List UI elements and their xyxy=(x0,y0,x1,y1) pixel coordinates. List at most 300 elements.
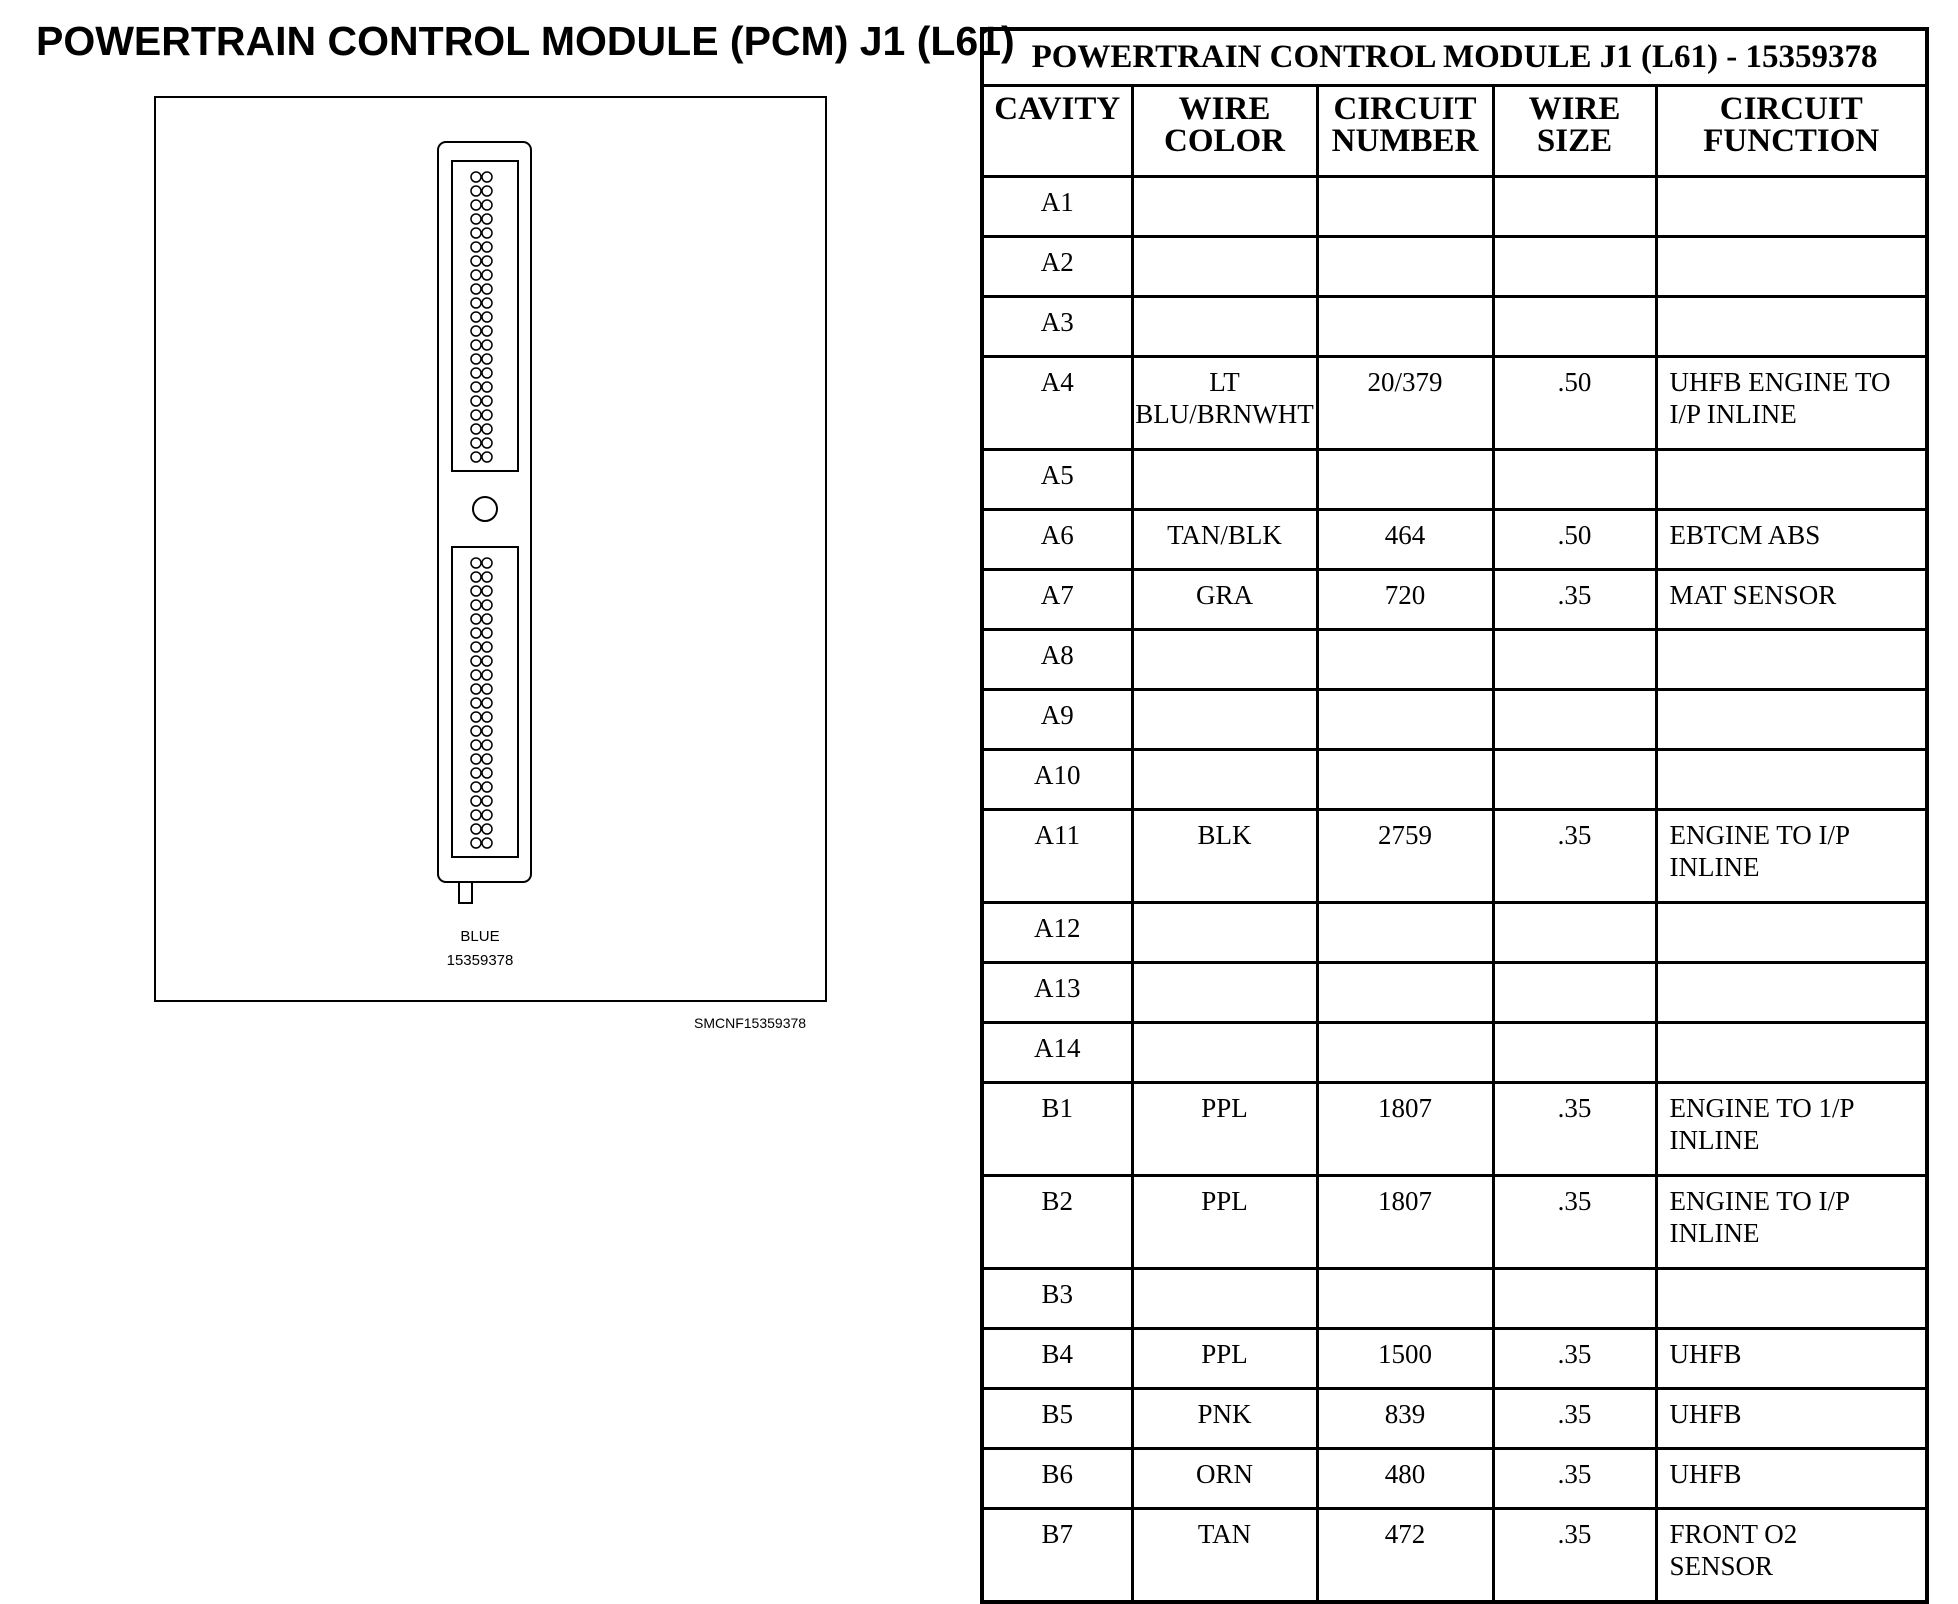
wire-color-cell-text: PNK xyxy=(1197,1399,1252,1429)
cavity-cell xyxy=(982,630,1132,690)
circuit-number-cell xyxy=(1317,177,1493,237)
cavity-cell-text: A6 xyxy=(1040,520,1074,550)
connector-pin xyxy=(482,340,492,350)
cavity-cell xyxy=(982,1083,1132,1176)
wire-size-cell xyxy=(1493,357,1656,450)
connector-pin xyxy=(471,796,481,806)
header-circuit-number-line1: CIRCUIT xyxy=(1333,91,1477,127)
connector-pin xyxy=(482,452,492,462)
wire-color-cell xyxy=(1132,450,1317,510)
wire-color-cell xyxy=(1132,510,1317,570)
wire-color-cell-text: GRA xyxy=(1195,580,1253,610)
circuit-number-cell xyxy=(1317,1176,1493,1269)
circuit-number-cell xyxy=(1317,237,1493,297)
cavity-cell-text: B5 xyxy=(1041,1399,1073,1429)
circuit-number-cell xyxy=(1317,630,1493,690)
wire-color-cell xyxy=(1132,357,1317,450)
cavity-cell xyxy=(982,1389,1132,1449)
connector-pin xyxy=(482,684,492,694)
table-row xyxy=(982,510,1927,570)
circuit-number-cell xyxy=(1317,810,1493,903)
wire-color-cell xyxy=(1132,237,1317,297)
wire-size-cell xyxy=(1493,450,1656,510)
cavity-cell-text: A2 xyxy=(1040,247,1074,277)
circuit-function-cell-text: EBTCM ABS xyxy=(1669,520,1821,550)
circuit-number-cell xyxy=(1317,690,1493,750)
circuit-function-cell-text: ENGINE TO I/P xyxy=(1669,1186,1850,1216)
connector-pin xyxy=(471,782,481,792)
connector-pin xyxy=(482,242,492,252)
circuit-number-cell xyxy=(1317,963,1493,1023)
cavity-cell xyxy=(982,903,1132,963)
connector-pin xyxy=(471,214,481,224)
connector-pin xyxy=(482,256,492,266)
wire-color-cell xyxy=(1132,570,1317,630)
circuit-number-cell xyxy=(1317,297,1493,357)
connector-pin xyxy=(482,298,492,308)
connector-pin xyxy=(482,572,492,582)
wire-size-cell-text: .35 xyxy=(1557,1339,1592,1369)
connector-diagram xyxy=(156,98,825,1000)
circuit-function-cell-text: FRONT O2 xyxy=(1669,1519,1798,1549)
circuit-function-cell-text: UHFB ENGINE TO xyxy=(1669,367,1891,397)
circuit-function-cell-text: INLINE xyxy=(1669,1218,1760,1248)
cavity-cell xyxy=(982,177,1132,237)
circuit-number-cell-text: 720 xyxy=(1384,580,1426,610)
connector-pin xyxy=(471,270,481,280)
cavity-cell xyxy=(982,510,1132,570)
header-circuit-number-line2: NUMBER xyxy=(1331,123,1479,159)
wire-color-cell xyxy=(1132,177,1317,237)
wire-color-cell xyxy=(1132,750,1317,810)
connector-pin xyxy=(471,340,481,350)
cavity-cell-text: A13 xyxy=(1034,973,1081,1003)
cavity-cell xyxy=(982,1023,1132,1083)
wire-size-cell-text: .50 xyxy=(1557,520,1592,550)
connector-pin xyxy=(482,214,492,224)
connector-pin xyxy=(471,600,481,610)
circuit-number-cell xyxy=(1317,750,1493,810)
upper-pin-array xyxy=(471,172,492,462)
wire-size-cell xyxy=(1493,510,1656,570)
connector-pin xyxy=(482,312,492,322)
connector-pin xyxy=(471,684,481,694)
circuit-function-cell xyxy=(1656,450,1927,510)
circuit-function-cell xyxy=(1656,750,1927,810)
latch-tab xyxy=(459,882,472,903)
circuit-function-cell xyxy=(1656,903,1927,963)
cavity-cell xyxy=(982,1269,1132,1329)
wire-color-cell xyxy=(1132,1329,1317,1389)
circuit-function-cell xyxy=(1656,237,1927,297)
circuit-function-cell-text: INLINE xyxy=(1669,1125,1760,1155)
pinout-table-body xyxy=(982,177,1927,1603)
cavity-cell-text: B3 xyxy=(1041,1279,1073,1309)
connector-pin xyxy=(482,782,492,792)
connector-pin xyxy=(471,312,481,322)
cavity-cell xyxy=(982,810,1132,903)
wire-size-cell xyxy=(1493,237,1656,297)
table-row xyxy=(982,570,1927,630)
cavity-cell-text: B7 xyxy=(1041,1519,1073,1549)
wire-size-cell-text: .35 xyxy=(1557,820,1592,850)
wire-size-cell xyxy=(1493,1449,1656,1509)
connector-pin xyxy=(482,396,492,406)
circuit-function-cell-text: INLINE xyxy=(1669,852,1760,882)
wire-size-cell xyxy=(1493,177,1656,237)
circuit-number-cell xyxy=(1317,1083,1493,1176)
connector-pin xyxy=(482,838,492,848)
circuit-number-cell-text: 1807 xyxy=(1378,1186,1432,1216)
wire-size-cell xyxy=(1493,1389,1656,1449)
connector-pin xyxy=(482,284,492,294)
connector-pin xyxy=(482,368,492,378)
wire-color-cell xyxy=(1132,903,1317,963)
wire-size-cell-text: .50 xyxy=(1557,367,1592,397)
circuit-function-cell xyxy=(1656,570,1927,630)
circuit-function-cell-text: UHFB xyxy=(1669,1339,1742,1369)
connector-pin xyxy=(471,354,481,364)
connector-pin xyxy=(471,396,481,406)
circuit-function-cell xyxy=(1656,1509,1927,1603)
wire-color-cell-text: ORN xyxy=(1195,1459,1253,1489)
circuit-function-cell xyxy=(1656,690,1927,750)
cavity-cell xyxy=(982,1449,1132,1509)
cavity-cell xyxy=(982,750,1132,810)
circuit-number-cell xyxy=(1317,450,1493,510)
header-wire-color-line2: COLOR xyxy=(1163,123,1285,159)
circuit-number-cell-text: 2759 xyxy=(1378,820,1432,850)
connector-pin xyxy=(482,600,492,610)
figure-code: SMCNF15359378 xyxy=(694,1015,807,1031)
cavity-cell-text: A4 xyxy=(1040,367,1074,397)
wire-size-cell-text: .35 xyxy=(1557,1399,1592,1429)
circuit-number-cell-text: 1807 xyxy=(1378,1093,1432,1123)
circuit-function-cell xyxy=(1656,963,1927,1023)
wire-size-cell-text: .35 xyxy=(1557,1186,1592,1216)
circuit-function-cell xyxy=(1656,1176,1927,1269)
table-row xyxy=(982,1329,1927,1389)
connector-pin xyxy=(482,354,492,364)
cavity-cell-text: B2 xyxy=(1041,1186,1073,1216)
table-row xyxy=(982,1083,1927,1176)
wire-color-cell-text: PPL xyxy=(1201,1339,1248,1369)
connector-pin xyxy=(471,628,481,638)
connector-pin xyxy=(482,824,492,834)
circuit-function-cell-text: MAT SENSOR xyxy=(1669,580,1837,610)
table-row xyxy=(982,1176,1927,1269)
circuit-number-cell xyxy=(1317,1509,1493,1603)
table-row xyxy=(982,297,1927,357)
connector-pin xyxy=(482,796,492,806)
circuit-function-cell xyxy=(1656,510,1927,570)
cavity-cell xyxy=(982,963,1132,1023)
cavity-cell-text: A1 xyxy=(1040,187,1074,217)
connector-pin xyxy=(471,410,481,420)
circuit-function-cell xyxy=(1656,1083,1927,1176)
connector-diagram-frame xyxy=(154,96,827,1002)
circuit-number-cell xyxy=(1317,1389,1493,1449)
cavity-cell-text: A10 xyxy=(1034,760,1081,790)
connector-pin xyxy=(482,670,492,680)
pinout-table xyxy=(980,27,1929,1604)
circuit-number-cell xyxy=(1317,570,1493,630)
circuit-number-cell-text: 839 xyxy=(1384,1399,1426,1429)
table-row xyxy=(982,237,1927,297)
wire-color-cell xyxy=(1132,1509,1317,1603)
connector-pin xyxy=(471,656,481,666)
connector-pin xyxy=(471,670,481,680)
wire-color-cell xyxy=(1132,1176,1317,1269)
connector-pin xyxy=(471,614,481,624)
circuit-number-cell xyxy=(1317,1329,1493,1389)
circuit-function-cell-text: ENGINE TO 1/P xyxy=(1669,1093,1855,1123)
connector-pin xyxy=(471,424,481,434)
circuit-function-cell-text: ENGINE TO I/P xyxy=(1669,820,1850,850)
table-row xyxy=(982,1509,1927,1603)
wire-size-cell xyxy=(1493,1329,1656,1389)
connector-pin xyxy=(482,712,492,722)
connector-pin xyxy=(471,558,481,568)
wire-size-cell-text: .35 xyxy=(1557,1519,1592,1549)
wire-size-cell xyxy=(1493,1023,1656,1083)
header-circuit-number xyxy=(1317,86,1493,177)
cavity-cell-text: B6 xyxy=(1041,1459,1073,1489)
connector-pin xyxy=(482,558,492,568)
connector-pin xyxy=(471,642,481,652)
wire-color-cell xyxy=(1132,810,1317,903)
connector-pin xyxy=(482,698,492,708)
circuit-function-cell xyxy=(1656,357,1927,450)
connector-pin xyxy=(471,368,481,378)
wire-color-cell xyxy=(1132,630,1317,690)
connector-pin xyxy=(482,326,492,336)
connector-pin xyxy=(471,242,481,252)
wire-color-cell-text: BLU/BRNWHT xyxy=(1135,399,1314,429)
connector-pin xyxy=(482,810,492,820)
wire-size-cell xyxy=(1493,570,1656,630)
connector-pin xyxy=(471,382,481,392)
cavity-cell-text: B4 xyxy=(1041,1339,1073,1369)
circuit-number-cell xyxy=(1317,903,1493,963)
circuit-number-cell xyxy=(1317,1023,1493,1083)
circuit-function-cell xyxy=(1656,1269,1927,1329)
connector-pin xyxy=(471,452,481,462)
cavity-cell-text: B1 xyxy=(1041,1093,1073,1123)
table-row xyxy=(982,810,1927,903)
table-row xyxy=(982,357,1927,450)
wire-size-cell xyxy=(1493,297,1656,357)
wire-color-cell-text: TAN/BLK xyxy=(1167,520,1282,550)
circuit-number-cell xyxy=(1317,1449,1493,1509)
table-row xyxy=(982,1389,1927,1449)
connector-pin xyxy=(482,642,492,652)
wire-size-cell-text: .35 xyxy=(1557,1093,1592,1123)
header-cavity-text: CAVITY xyxy=(994,91,1121,127)
cavity-cell-text: A3 xyxy=(1040,307,1074,337)
table-row xyxy=(982,750,1927,810)
header-circuit-function xyxy=(1656,86,1927,177)
wire-color-cell-text: LT xyxy=(1209,367,1240,397)
circuit-number-cell xyxy=(1317,1269,1493,1329)
cavity-cell xyxy=(982,237,1132,297)
header-circuit-function-line2: FUNCTION xyxy=(1703,123,1880,159)
wire-size-cell xyxy=(1493,1176,1656,1269)
cavity-cell xyxy=(982,570,1132,630)
wire-size-cell xyxy=(1493,750,1656,810)
table-row xyxy=(982,903,1927,963)
circuit-number-cell-text: 464 xyxy=(1384,520,1426,550)
connector-pin xyxy=(471,284,481,294)
header-wire-size-line2: SIZE xyxy=(1536,123,1613,159)
wire-size-cell-text: .35 xyxy=(1557,1459,1592,1489)
connector-pin xyxy=(471,768,481,778)
connector-pin xyxy=(482,270,492,280)
wire-color-cell xyxy=(1132,297,1317,357)
table-row xyxy=(982,450,1927,510)
circuit-number-cell-text: 472 xyxy=(1384,1519,1426,1549)
connector-part-label: 15359378 xyxy=(446,952,514,969)
circuit-function-cell-text: UHFB xyxy=(1669,1459,1742,1489)
cavity-cell-text: A12 xyxy=(1034,913,1081,943)
header-wire-color xyxy=(1132,86,1317,177)
cavity-cell-text: A8 xyxy=(1040,640,1074,670)
cavity-cell-text: A5 xyxy=(1040,460,1074,490)
circuit-function-cell xyxy=(1656,1389,1927,1449)
connector-pin xyxy=(471,172,481,182)
connector-pin xyxy=(471,740,481,750)
wire-color-cell xyxy=(1132,1269,1317,1329)
cavity-cell-text: A7 xyxy=(1040,580,1074,610)
wire-color-cell xyxy=(1132,690,1317,750)
connector-pin xyxy=(482,228,492,238)
connector-pin xyxy=(482,186,492,196)
connector-pin xyxy=(471,200,481,210)
locating-hole xyxy=(473,497,497,521)
cavity-cell-text: A14 xyxy=(1034,1033,1081,1063)
connector-pin xyxy=(471,326,481,336)
connector-pin xyxy=(482,656,492,666)
cavity-cell xyxy=(982,690,1132,750)
connector-pin xyxy=(482,754,492,764)
cavity-cell xyxy=(982,1176,1132,1269)
connector-pin xyxy=(482,200,492,210)
connector-pin xyxy=(471,572,481,582)
wire-color-cell-text: PPL xyxy=(1201,1093,1248,1123)
cavity-cell-text: A11 xyxy=(1034,820,1080,850)
wire-size-cell xyxy=(1493,1083,1656,1176)
connector-pin xyxy=(482,768,492,778)
lower-pin-array xyxy=(471,558,492,848)
connector-pin xyxy=(471,298,481,308)
connector-color-label: BLUE xyxy=(460,928,500,945)
table-row xyxy=(982,963,1927,1023)
header-circuit-function-line1: CIRCUIT xyxy=(1719,91,1863,127)
circuit-function-cell xyxy=(1656,1329,1927,1389)
wire-size-cell-text: .35 xyxy=(1557,580,1592,610)
table-row xyxy=(982,1449,1927,1509)
connector-pin xyxy=(471,810,481,820)
table-row xyxy=(982,690,1927,750)
wire-size-cell xyxy=(1493,903,1656,963)
circuit-number-cell-text: 480 xyxy=(1384,1459,1426,1489)
header-wire-color-line1: WIRE xyxy=(1178,91,1271,127)
circuit-number-cell xyxy=(1317,357,1493,450)
connector-pin xyxy=(471,586,481,596)
connector-pin xyxy=(482,438,492,448)
connector-pin xyxy=(471,228,481,238)
cavity-cell xyxy=(982,357,1132,450)
cavity-cell xyxy=(982,1509,1132,1603)
connector-pin xyxy=(471,698,481,708)
table-caption: POWERTRAIN CONTROL MODULE J1 (L61) - 15359378 xyxy=(982,29,1927,86)
circuit-function-cell xyxy=(1656,630,1927,690)
connector-pin xyxy=(482,172,492,182)
table-row xyxy=(982,1269,1927,1329)
wire-color-cell xyxy=(1132,1449,1317,1509)
circuit-number-cell-text: 20/379 xyxy=(1367,367,1443,397)
wire-size-cell xyxy=(1493,630,1656,690)
table-row xyxy=(982,1023,1927,1083)
wire-color-cell xyxy=(1132,1083,1317,1176)
wire-size-cell xyxy=(1493,1509,1656,1603)
wire-size-cell xyxy=(1493,690,1656,750)
circuit-number-cell-text: 1500 xyxy=(1378,1339,1432,1369)
connector-pin xyxy=(482,726,492,736)
wire-size-cell xyxy=(1493,810,1656,903)
circuit-function-cell-text: UHFB xyxy=(1669,1399,1742,1429)
connector-pin xyxy=(482,424,492,434)
cavity-cell xyxy=(982,1329,1132,1389)
connector-pin xyxy=(471,186,481,196)
connector-pin xyxy=(471,438,481,448)
wire-color-cell xyxy=(1132,1023,1317,1083)
circuit-function-cell xyxy=(1656,297,1927,357)
connector-pin xyxy=(482,740,492,750)
wire-size-cell xyxy=(1493,1269,1656,1329)
circuit-function-cell xyxy=(1656,810,1927,903)
wire-size-cell xyxy=(1493,963,1656,1023)
circuit-function-cell xyxy=(1656,177,1927,237)
table-row xyxy=(982,630,1927,690)
diagram-title: POWERTRAIN CONTROL MODULE (PCM) J1 (L61) xyxy=(36,18,1015,64)
connector-pin xyxy=(471,754,481,764)
circuit-function-cell xyxy=(1656,1023,1927,1083)
table-row xyxy=(982,177,1927,237)
header-wire-size-line1: WIRE xyxy=(1528,91,1621,127)
connector-pin xyxy=(471,726,481,736)
connector-pin xyxy=(471,256,481,266)
wire-color-cell-text: BLK xyxy=(1197,820,1252,850)
wire-color-cell xyxy=(1132,963,1317,1023)
wire-color-cell-text: PPL xyxy=(1201,1186,1248,1216)
circuit-function-cell xyxy=(1656,1449,1927,1509)
header-wire-size xyxy=(1493,86,1656,177)
header-cavity xyxy=(982,86,1132,177)
circuit-number-cell xyxy=(1317,510,1493,570)
cavity-cell xyxy=(982,297,1132,357)
connector-pin xyxy=(482,614,492,624)
connector-pin xyxy=(482,382,492,392)
cavity-cell xyxy=(982,450,1132,510)
connector-pin xyxy=(482,586,492,596)
connector-pin xyxy=(471,712,481,722)
wire-color-cell xyxy=(1132,1389,1317,1449)
connector-pin xyxy=(482,410,492,420)
circuit-function-cell-text: I/P INLINE xyxy=(1669,399,1797,429)
connector-pin xyxy=(471,838,481,848)
connector-pin xyxy=(471,824,481,834)
